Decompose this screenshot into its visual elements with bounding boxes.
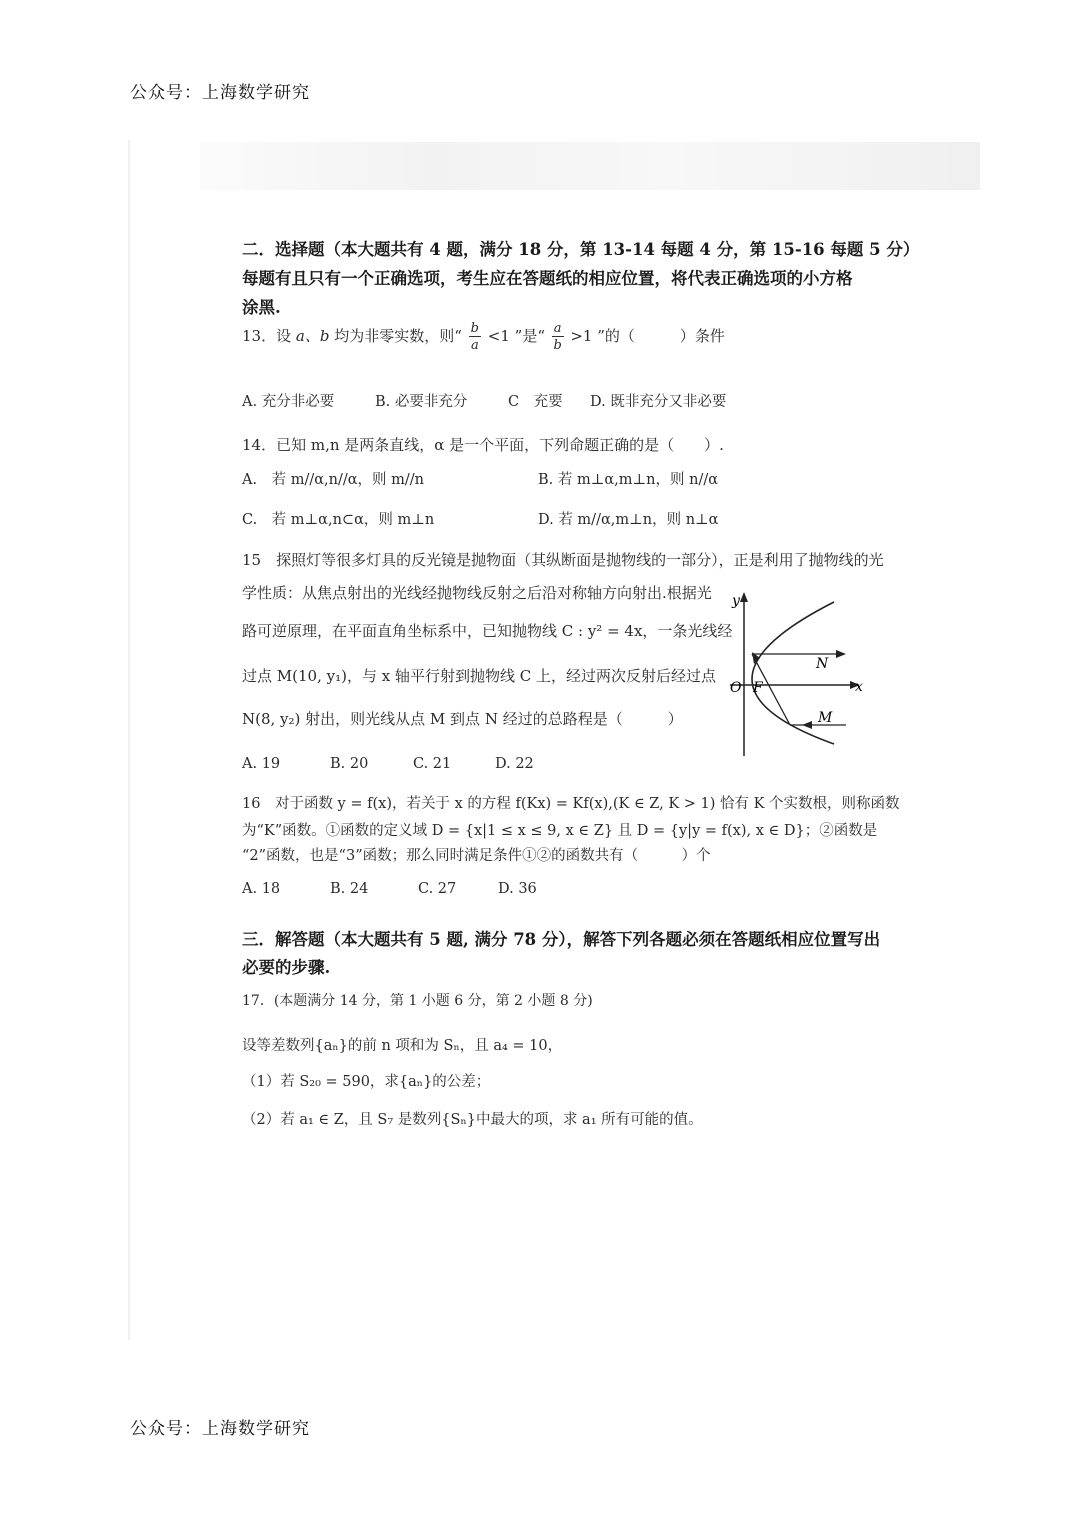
q13-fraction-2 [552, 322, 564, 352]
q15-line-2: 学性质：从焦点射出的光线经抛物线反射之后沿对称轴方向射出.根据光 [242, 584, 712, 602]
q17-part-2: （2）若 a₁ ∈ Z，且 S₇ 是数列{Sₙ}中最大的项，求 a₁ 所有可能的值。 [242, 1112, 703, 1128]
q13-option-c: C 充要 [508, 394, 563, 410]
y-axis-arrow [740, 592, 748, 602]
q13-stem [242, 322, 725, 352]
label-x: x [855, 679, 863, 695]
q13-f1-den: a [470, 338, 479, 353]
q17-header: 17．(本题满分 14 分，第 1 小题 6 分，第 2 小题 8 分) [242, 993, 593, 1009]
header-watermark-top: 公众号：上海数学研究 [130, 83, 310, 103]
section2-instruction-2: 涂黑. [242, 298, 281, 317]
q15-option-c: C. 21 [413, 756, 452, 772]
section2-title: 二．选择题（本大题共有 4 题，满分 18 分，第 13-14 每题 4 分，第 15-16 每题 5 分） [242, 240, 920, 259]
q13-mid2: ”是“ [514, 327, 546, 345]
q16-option-a: A. 18 [242, 881, 281, 897]
q17-stem: 设等差数列{aₙ}的前 n 项和为 Sₙ，且 a₄ = 10， [242, 1038, 563, 1054]
q15-line-3: 路可逆原理，在平面直角坐标系中，已知抛物线 C : y² = 4x，一条光线经 [242, 622, 733, 640]
q14-option-d: D. 若 m//α,m⊥n，则 n⊥α [538, 512, 719, 528]
section2-instruction-1: 每题有且只有一个正确选项，考生应在答题纸的相应位置，将代表正确选项的小方格 [242, 269, 853, 288]
section3-instruction: 必要的步骤. [242, 958, 331, 977]
q16-line-3: “2”函数，也是“3”函数；那么同时满足条件①②的函数共有（ ）个 [242, 848, 711, 864]
q13-option-b: B. 必要非充分 [375, 394, 468, 410]
q13-prefix: 13．设 [242, 327, 292, 345]
q17-part-1: （1）若 S₂₀ = 590，求{aₙ}的公差； [242, 1074, 491, 1090]
q13-cond1: <1 [487, 327, 510, 345]
parabola-figure [722, 588, 872, 760]
q15-option-a: A. 19 [242, 756, 281, 772]
label-origin: O [730, 680, 742, 696]
q15-line-5: N(8, y₂) 射出，则光线从点 M 到点 N 经过的总路程是（ ） [242, 710, 683, 728]
q13-f2-num: a [553, 321, 562, 336]
q13-cond2: >1 [570, 327, 593, 345]
label-focus: F [753, 680, 763, 696]
q13-f2-den: b [553, 338, 562, 353]
scan-edge [128, 140, 130, 1340]
q15-line-4: 过点 M(10, y₁)，与 x 轴平行射到抛物线 C 上，经过两次反射后经过点 [242, 667, 716, 685]
q16-line-2: 为“K”函数。①函数的定义域 D = {x|1 ≤ x ≤ 9, x ∈ Z} 且 D = {y|y = f(x), x ∈ D}；②函数是 [242, 823, 878, 839]
q16-option-c: C. 27 [418, 881, 457, 897]
q13-mid1: 均为非零实数，则“ [334, 327, 462, 345]
header-watermark-bottom: 公众号：上海数学研究 [130, 1419, 310, 1439]
ray-n-arrow [836, 650, 846, 658]
scan-smudge [200, 142, 980, 190]
q13-vars: a、b [295, 327, 330, 345]
q14-option-b: B. 若 m⊥α,m⊥n，则 n//α [538, 472, 719, 488]
q15-option-b: B. 20 [330, 756, 369, 772]
ray-m-arrow [802, 721, 812, 729]
q13-option-d: D. 既非充分又非必要 [590, 394, 727, 410]
label-y: y [732, 593, 740, 609]
q14-option-a: A. 若 m//α,n//α，则 m//n [242, 472, 424, 488]
label-m: M [818, 710, 833, 726]
q15-line-1: 15 探照灯等很多灯具的反光镜是抛物面（其纵断面是抛物线的一部分），正是利用了抛物线的光 [242, 551, 884, 569]
q13-suffix: ”的（ ）条件 [597, 327, 725, 345]
q13-option-a: A. 充分非必要 [242, 394, 335, 410]
q16-line-1: 16 对于函数 y = f(x)，若关于 x 的方程 f(Kx) = Kf(x),(K ∈ Z, K > 1) 恰有 K 个实数根，则称函数 [242, 796, 900, 812]
q16-option-b: B. 24 [330, 881, 369, 897]
q16-option-d: D. 36 [498, 881, 537, 897]
q15-option-d: D. 22 [495, 756, 534, 772]
q13-fraction-1 [469, 322, 481, 352]
q14-stem: 14．已知 m,n 是两条直线，α 是一个平面，下列命题正确的是（ ）. [242, 436, 724, 454]
q14-option-c: C. 若 m⊥α,n⊂α，则 m⊥n [242, 512, 435, 528]
q13-f1-num: b [470, 321, 479, 336]
section3-title: 三．解答题（本大题共有 5 题, 满分 78 分），解答下列各题必须在答题纸相应位置写出 [242, 930, 881, 949]
label-n: N [816, 656, 829, 672]
